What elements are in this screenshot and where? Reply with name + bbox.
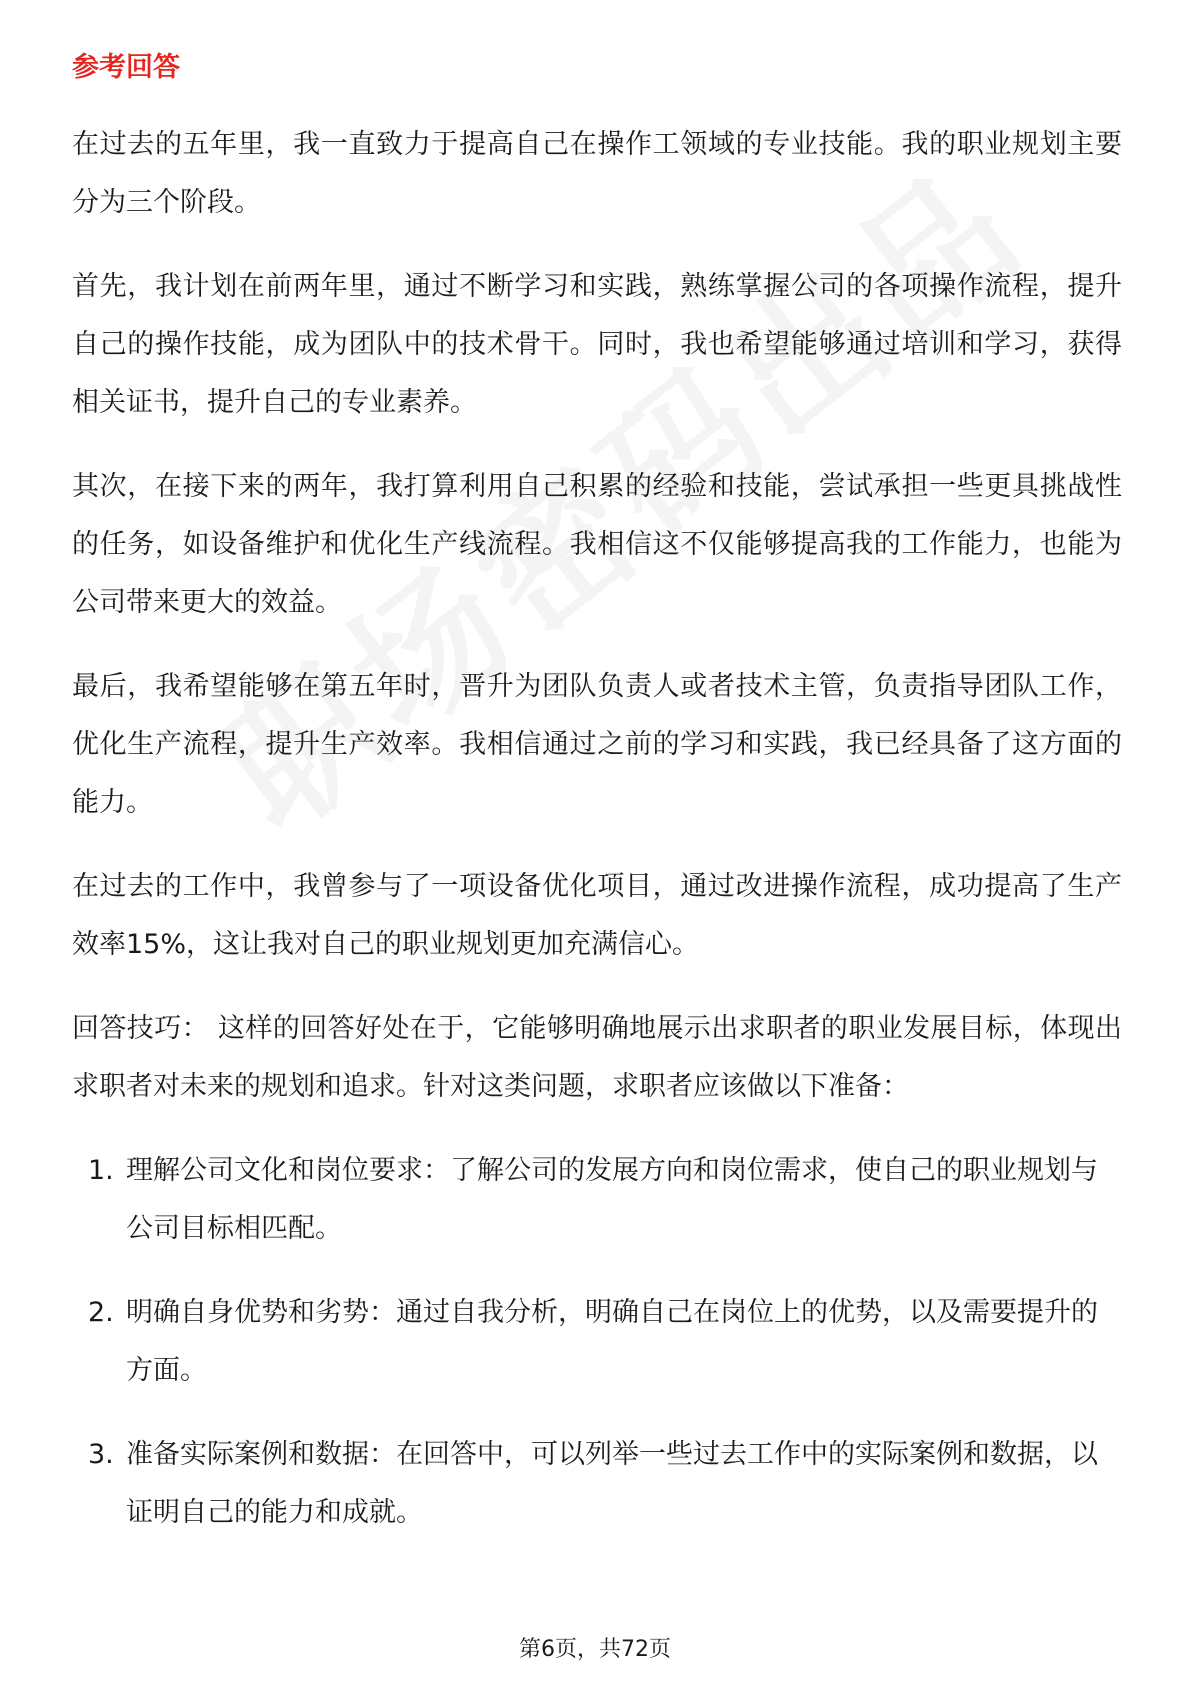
list-marker: 1. (88, 1155, 114, 1186)
list-marker: 3. (88, 1439, 114, 1470)
page-content (72, 48, 1122, 1568)
list-item-text: 理解公司文化和岗位要求：了解公司的发展方向和岗位需求，使自己的职业规划与公司目标相匹配。 (126, 1155, 1098, 1244)
paragraph-stage-two: 其次，在接下来的两年，我打算利用自己积累的经验和技能，尝试承担一些更具挑战性的任务，如设备维护和优化生产线流程。我相信这不仅能够提高我的工作能力，也能为公司带来更大的效益。 (72, 471, 1122, 618)
paragraph-answer-tips: 回答技巧： 这样的回答好处在于，它能够明确地展示出求职者的职业发展目标，体现出求职者对未来的规划和追求。针对这类问题，求职者应该做以下准备： (72, 1013, 1122, 1102)
page-footer: 第6页，共72页 (519, 1637, 671, 1662)
list-item (72, 1142, 1122, 1258)
paragraph-stage-three: 最后，我希望能够在第五年时，晋升为团队负责人或者技术主管，负责指导团队工作，优化生产流程，提升生产效率。我相信通过之前的学习和实践，我已经具备了这方面的能力。 (72, 671, 1122, 818)
tips-list (72, 1142, 1122, 1542)
list-item-text: 明确自身优势和劣势：通过自我分析，明确自己在岗位上的优势，以及需要提升的方面。 (126, 1297, 1098, 1386)
list-item-text: 准备实际案例和数据：在回答中，可以列举一些过去工作中的实际案例和数据，以证明自己的能力和成就。 (126, 1439, 1098, 1528)
section-title: 参考回答 (72, 52, 180, 83)
paragraph-stage-one: 首先，我计划在前两年里，通过不断学习和实践，熟练掌握公司的各项操作流程，提升自己的操作技能，成为团队中的技术骨干。同时，我也希望能够通过培训和学习，获得相关证书，提升自己的专业素养。 (72, 271, 1122, 418)
list-marker: 2. (88, 1297, 114, 1328)
list-item (72, 1426, 1122, 1542)
list-item (72, 1284, 1122, 1400)
paragraph-intro: 在过去的五年里，我一直致力于提高自己在操作工领域的专业技能。我的职业规划主要分为三个阶段。 (72, 129, 1122, 218)
paragraph-experience: 在过去的工作中，我曾参与了一项设备优化项目，通过改进操作流程，成功提高了生产效率15%，这让我对自己的职业规划更加充满信心。 (72, 871, 1122, 960)
